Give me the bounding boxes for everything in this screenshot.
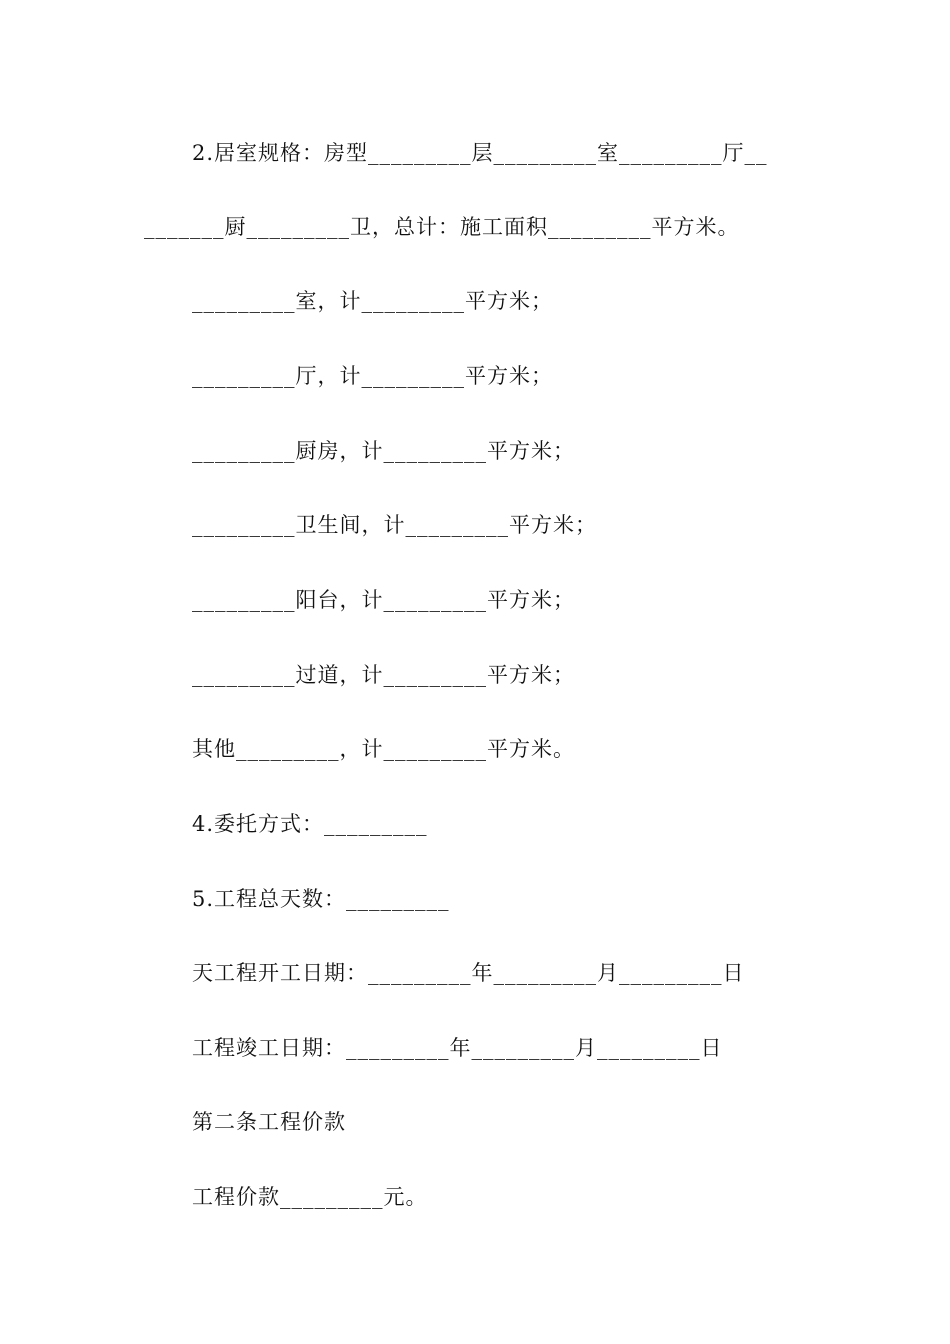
article-two-heading: 第二条工程价款 bbox=[192, 1110, 346, 1134]
bathroom-area-line: _________卫生间，计_________平方米； bbox=[192, 513, 597, 537]
room-spec-continuation-line: _______厨_________卫，总计：施工面积_________平方米。 bbox=[144, 215, 740, 239]
room-spec-line: 2.居室规格：房型_________层_________室_________厅__ bbox=[192, 141, 768, 165]
kitchen-area-line: _________厨房，计_________平方米； bbox=[192, 439, 575, 463]
total-days-line: 5.工程总天数：_________ bbox=[192, 887, 450, 911]
balcony-area-line: _________阳台，计_________平方米； bbox=[192, 588, 575, 612]
project-price-line: 工程价款_________元。 bbox=[192, 1185, 428, 1209]
completion-date-line: 工程竣工日期：_________年_________月_________日 bbox=[192, 1036, 723, 1060]
commission-method-line: 4.委托方式：_________ bbox=[192, 812, 428, 836]
start-date-line: 天工程开工日期：_________年_________月_________日 bbox=[192, 961, 745, 985]
other-area-line: 其他_________，计_________平方米。 bbox=[192, 737, 575, 761]
corridor-area-line: _________过道，计_________平方米； bbox=[192, 663, 575, 687]
bedroom-area-line: _________室，计_________平方米； bbox=[192, 289, 553, 313]
hall-area-line: _________厅，计_________平方米； bbox=[192, 364, 553, 388]
